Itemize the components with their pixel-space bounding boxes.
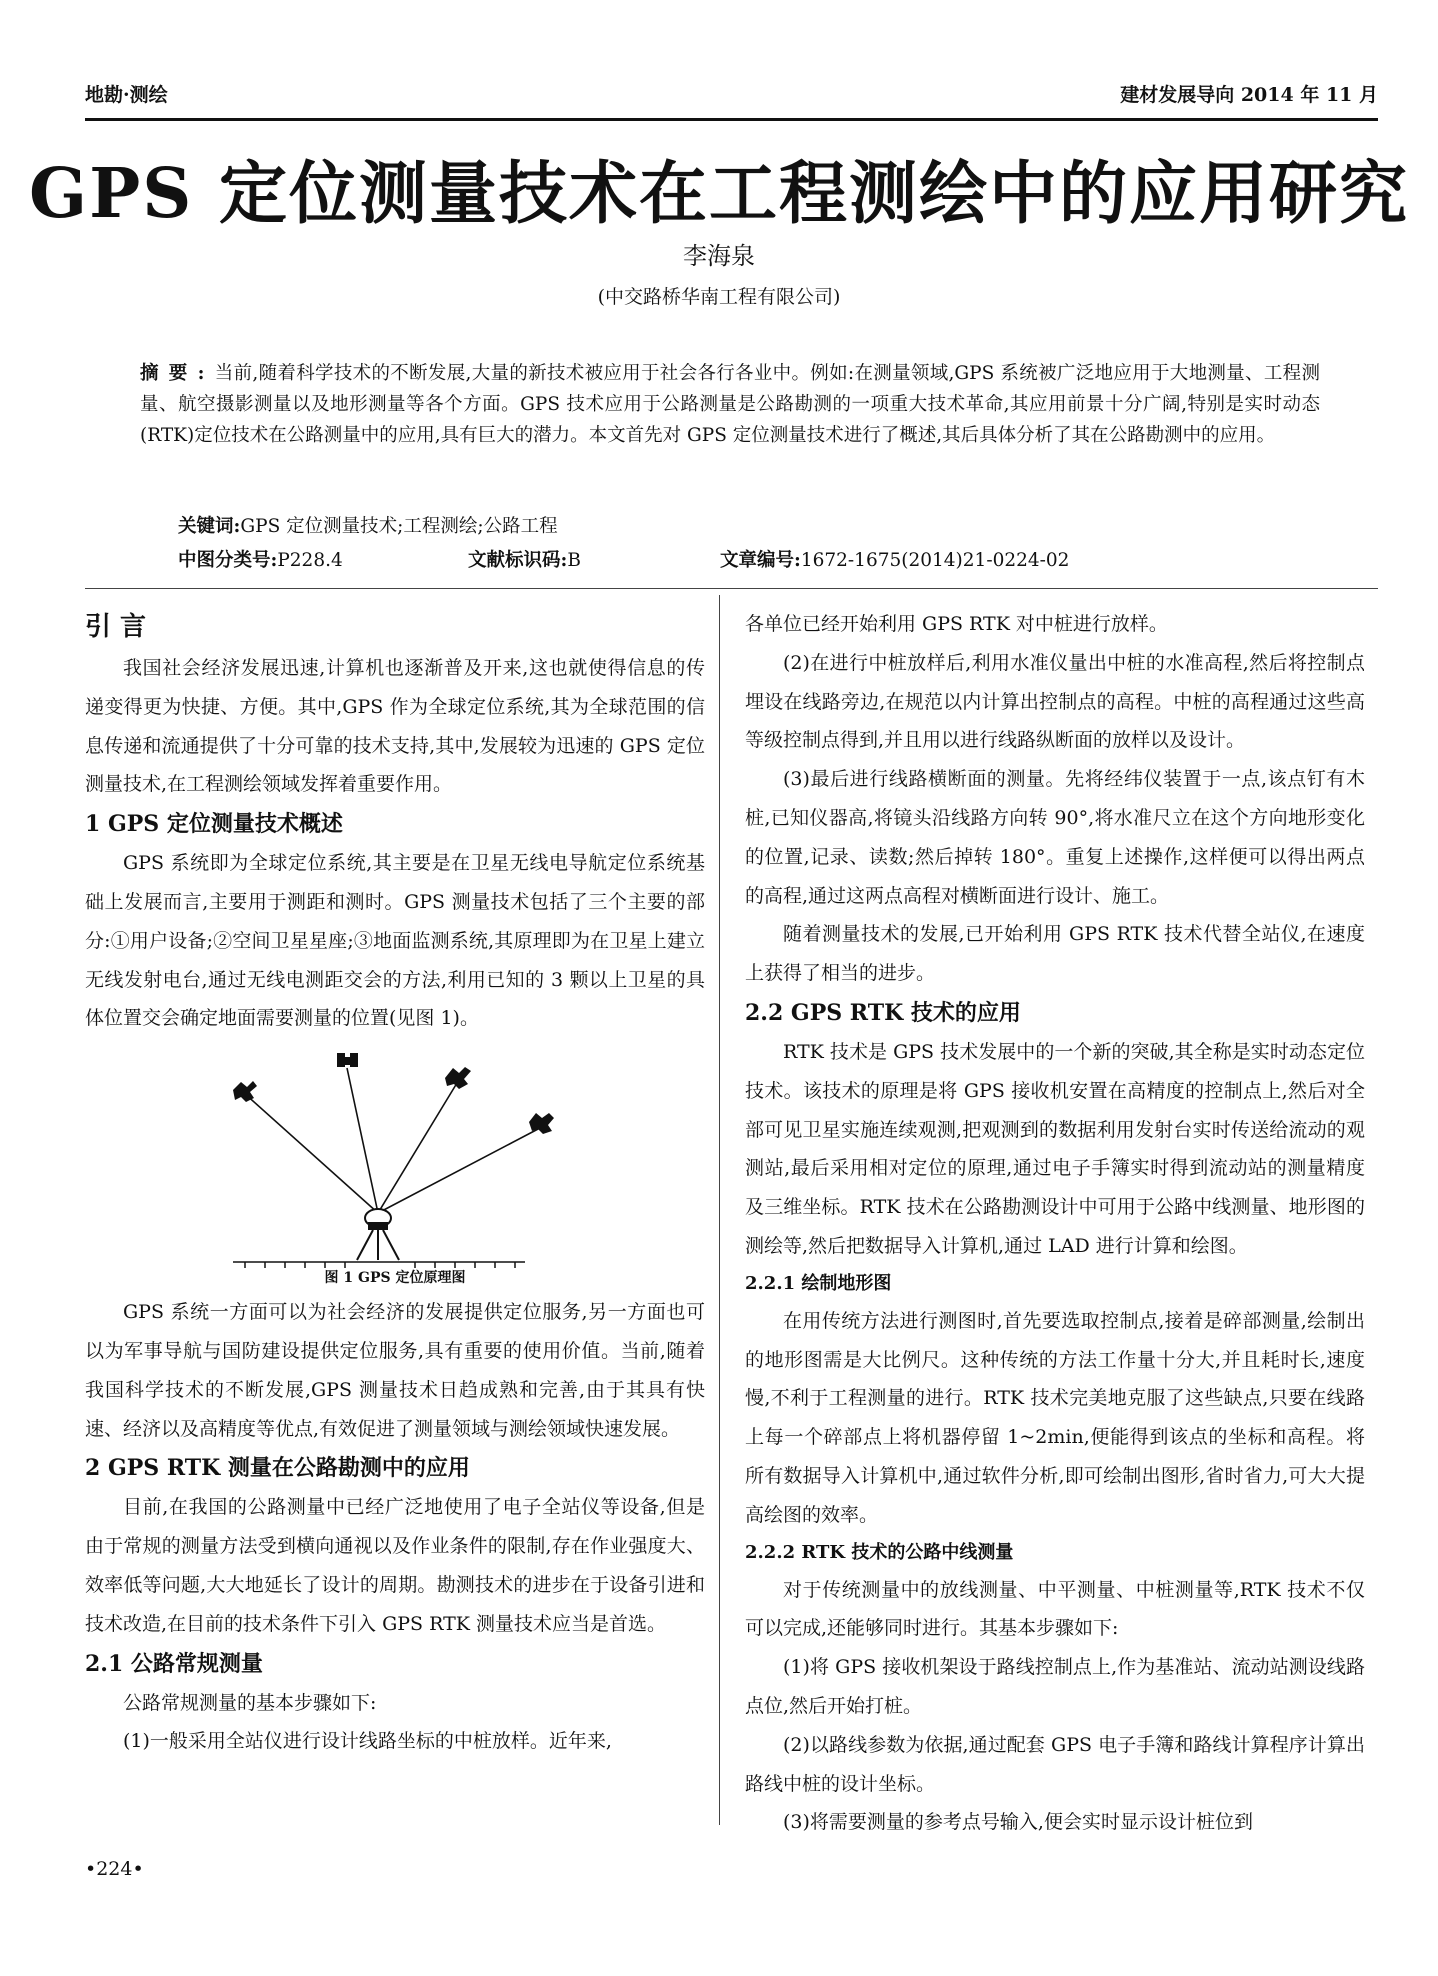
signal-line [347, 1068, 378, 1213]
signal-line [378, 1128, 540, 1213]
signal-line [244, 1093, 378, 1213]
paragraph: GPS 系统一方面可以为社会经济的发展提供定位服务,另一方面也可以为军事导航与国防建设提供定位服务,具有重要的使用价值。当前,随着我国科学技术的不断发展,GPS 测量技术日趋成熟和完善,由于其具有快速、经济以及高精度等优点,有效促进了测量领域与测绘领域快速发展。 [85, 1301, 705, 1440]
satellite-icon [529, 1113, 554, 1134]
paragraph: (3)最后进行线路横断面的测量。先将经纬仪装置于一点,该点钉有木桩,已知仪器高,将镜头沿线路方向转 90°,将水准尺立在这个方向地形变化的位置,记录、读数;然后掉转 180°。重复上述操作,这样便可以得出两点的高程,通过这两点高程对横断面进行设计、施工。 [745, 768, 1365, 907]
paragraph: 在用传统方法进行测图时,首先要选取控制点,接着是碎部测量,绘制出的地形图需是大比例尺。这种传统的方法工作量十分大,并且耗时长,速度慢,不利于工程测量的进行。RTK 技术完美地克服了这些缺点,只要在线路上每一个碎部点上将机器停留 1~2min,便能得到该点的坐标和高程。将所有数据导入计算机中,通过软件分析,即可绘制出图形,省时省力,可大大提高绘图的效率。 [745, 1309, 1365, 1526]
classification-value: P228.4 [277, 550, 343, 571]
paragraph: 各单位已经开始利用 GPS RTK 对中桩进行放样。 [745, 613, 1168, 635]
receiver-icon [357, 1209, 399, 1260]
signal-line [378, 1083, 457, 1213]
paragraph: 公路常规测量的基本步骤如下: [123, 1691, 377, 1714]
keywords-label: 关键词: [178, 516, 241, 537]
metadata-line [178, 546, 1298, 572]
abstract [140, 358, 1320, 451]
running-header-section: 地勘·测绘 [85, 84, 168, 106]
classification [178, 546, 468, 572]
author: 李海泉 [683, 242, 755, 270]
paragraph: 随着测量技术的发展,已开始利用 GPS RTK 技术代替全站仪,在速度上获得了相当的进步。 [745, 923, 1365, 985]
page-number: •224• [85, 1858, 144, 1880]
figure-gps-principle [85, 1038, 705, 1293]
article-number-label: 文章编号: [720, 550, 801, 571]
heading-intro: 引 言 [85, 612, 147, 642]
keywords [178, 512, 1298, 538]
doc-code-value: B [567, 550, 581, 571]
article-number-value: 1672-1675(2014)21-0224-02 [800, 550, 1070, 571]
abstract-label: 摘要: [140, 363, 215, 384]
doc-code [468, 546, 720, 572]
satellite-icon [233, 1081, 257, 1102]
heading-section-2-2-1: 2.2.1 绘制地形图 [745, 1272, 892, 1294]
paragraph: (2)以路线参数为依据,通过配套 GPS 电子手簿和路线计算程序计算出路线中桩的设计坐标。 [745, 1733, 1365, 1795]
heading-section-2-2-2: 2.2.2 RTK 技术的公路中线测量 [745, 1541, 1014, 1563]
paper-title: GPS 定位测量技术在工程测绘中的应用研究 [29, 154, 1409, 234]
heading-section-2: 2 GPS RTK 测量在公路勘测中的应用 [85, 1455, 470, 1482]
column-divider [719, 595, 720, 1825]
paragraph-intro: 我国社会经济发展迅速,计算机也逐渐普及开来,这也就使得信息的传递变得更为快捷、方便。其中,GPS 作为全球定位系统,其为全球范围的信息传递和流通提供了十分可靠的技术支持,其中,发展较为迅速的 GPS 定位测量技术,在工程测绘领域发挥着重要作用。 [85, 657, 705, 796]
doc-code-label: 文献标识码: [468, 550, 568, 571]
paragraph: RTK 技术是 GPS 技术发展中的一个新的突破,其全称是实时动态定位技术。该技术的原理是将 GPS 接收机安置在高精度的控制点上,然后对全部可见卫星实施连续观测,把观测到的数据利用发射台实时传送给流动的观测站,最后采用相对定位的原理,通过电子手簿实时得到流动站的测量精度及三维坐标。RTK 技术在公路勘测设计中可用于公路中线测量、地形图的测绘等,然后把数据导入计算机,通过 LAD 进行计算和绘图。 [745, 1040, 1365, 1257]
satellite-icon [445, 1067, 471, 1089]
paragraph: 目前,在我国的公路测量中已经广泛地使用了电子全站仪等设备,但是由于常规的测量方法受到横向通视以及作业条件的限制,存在作业强度大、效率低等问题,大大地延长了设计的周期。勘测技术的进步在于设备引进和技术改造,在目前的技术条件下引入 GPS RTK 测量技术应当是首选。 [85, 1496, 705, 1635]
article-number [720, 550, 1069, 571]
keywords-text: GPS 定位测量技术;工程测绘;公路工程 [240, 516, 558, 537]
gps-diagram [85, 1038, 705, 1268]
figure-caption: 图 1 GPS 定位原理图 [324, 1270, 466, 1287]
right-column [745, 605, 1365, 1842]
heading-section-2-1: 2.1 公路常规测量 [85, 1650, 263, 1677]
satellite-icon [337, 1053, 358, 1067]
header-rule [85, 118, 1378, 121]
heading-section-2-2: 2.2 GPS RTK 技术的应用 [745, 999, 1021, 1026]
paragraph: (3)将需要测量的参考点号输入,便会实时显示设计桩位到 [783, 1811, 1253, 1834]
heading-section-1: 1 GPS 定位测量技术概述 [85, 811, 343, 838]
running-header-journal: 建材发展导向 2014 年 11 月 [1120, 84, 1378, 106]
paragraph: (1)将 GPS 接收机架设于路线控制点上,作为基准站、流动站测设线路点位,然后开始打桩。 [745, 1656, 1365, 1717]
section-separator [85, 588, 1378, 589]
paragraph: 对于传统测量中的放线测量、中平测量、中桩测量等,RTK 技术不仅可以完成,还能够同时进行。其基本步骤如下: [745, 1578, 1365, 1640]
paragraph: GPS 系统即为全球定位系统,其主要是在卫星无线电导航定位系统基础上发展而言,主要用于测距和测时。GPS 测量技术包括了三个主要的部分:①用户设备;②空间卫星星座;③地面监测系统,其原理即为在卫星上建立无线发射电台,通过无线电测距交会的方法,利用已知的 3 颗以上卫星的具体位置交会确定地面需要测量的位置(见图 1)。 [85, 852, 705, 1030]
abstract-text: 当前,随着科学技术的不断发展,大量的新技术被应用于社会各行各业中。例如:在测量领域,GPS 系统被广泛地应用于大地测量、工程测量、航空摄影测量以及地形测量等各个方面。GPS 技术应用于公路测量是公路勘测的一项重大技术革命,其应用前景十分广阔,特别是实时动态(RTK)定位技术在公路测量中的应用,具有巨大的潜力。本文首先对 GPS 定位测量技术进行了概述,其后具体分析了其在公路勘测中的应用。 [140, 363, 1320, 446]
paragraph: (1)一般采用全站仪进行设计线路坐标的中桩放样。近年来, [123, 1730, 612, 1753]
affiliation: (中交路桥华南工程有限公司) [597, 286, 841, 308]
classification-label: 中图分类号: [178, 550, 278, 571]
left-column [85, 605, 705, 1761]
paragraph: (2)在进行中桩放样后,利用水准仪量出中桩的水准高程,然后将控制点埋设在线路旁边,在规范以内计算出控制点的高程。中桩的高程通过这些高等级控制点得到,并且用以进行线路纵断面的放样以及设计。 [745, 651, 1365, 752]
